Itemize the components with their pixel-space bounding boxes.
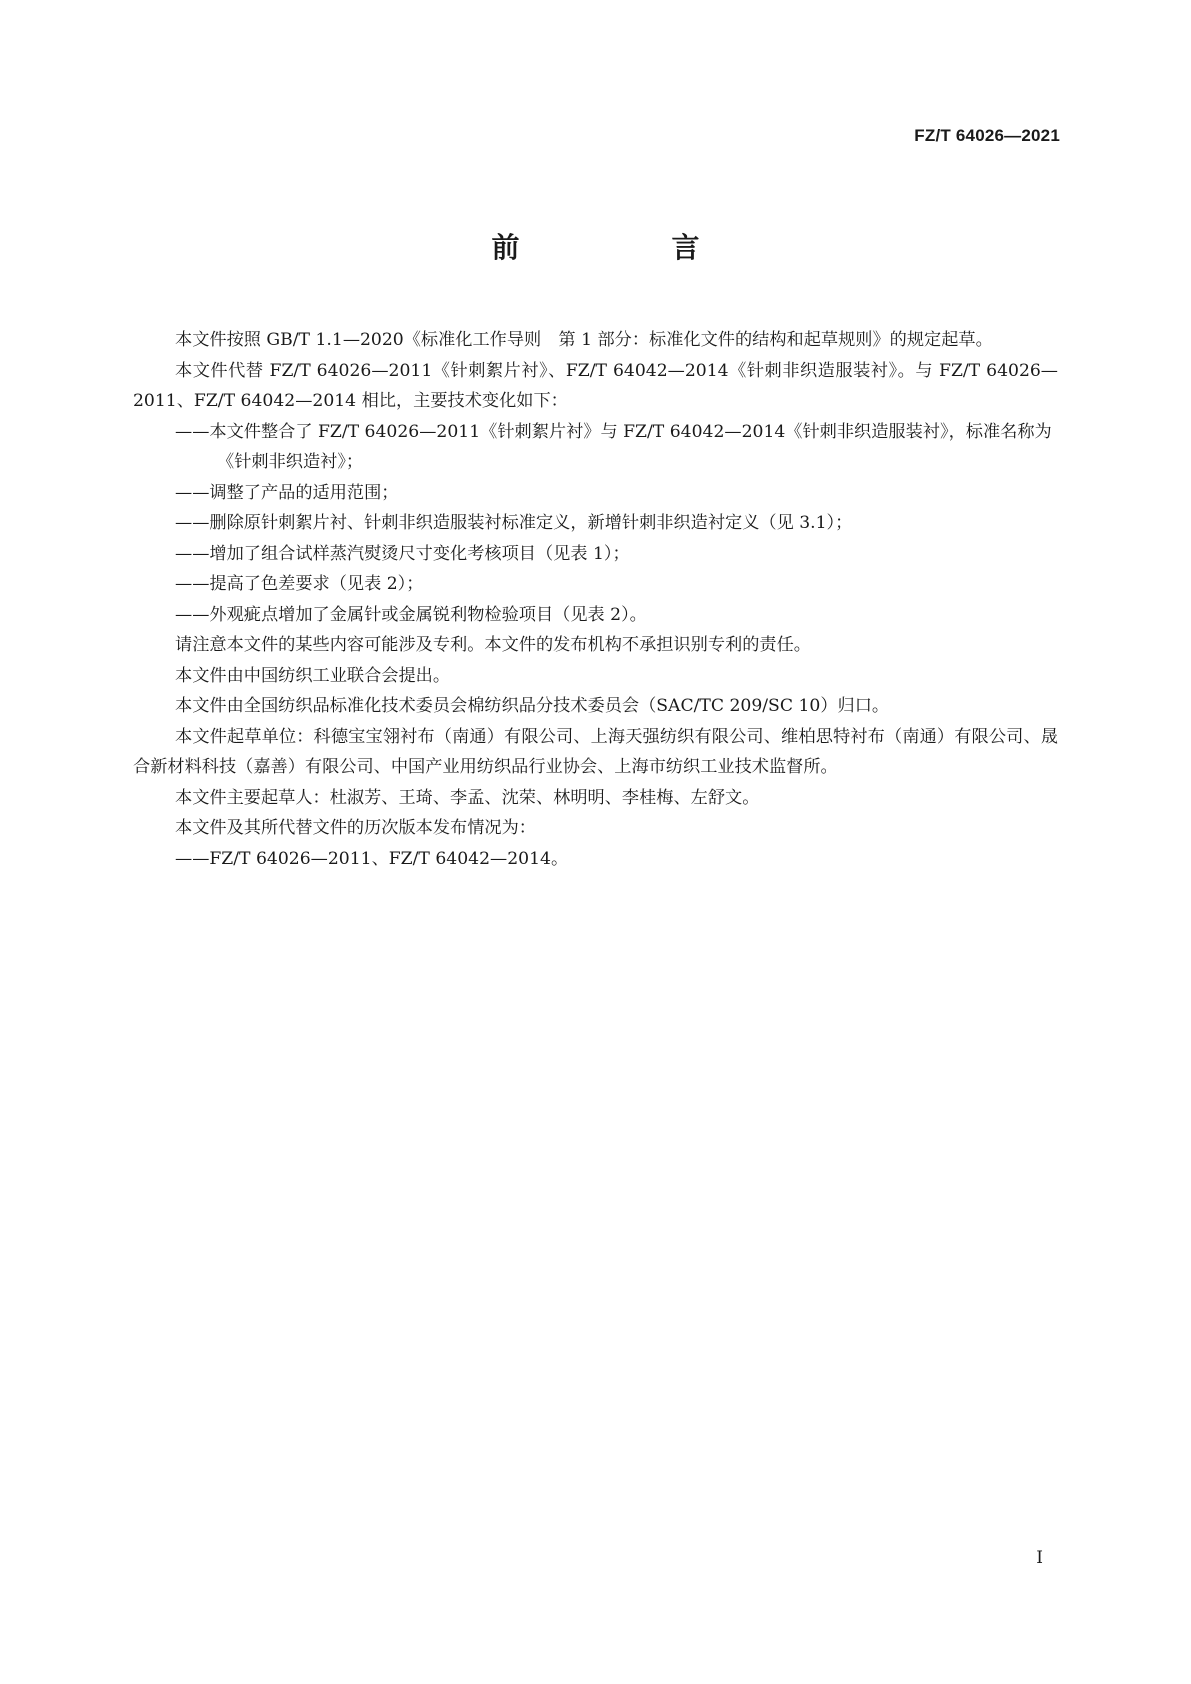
paragraph-drafting-rule: 本文件按照 GB/T 1.1—2020《标准化工作导则 第 1 部分：标准化文件的结构和起草规则》的规定起草。 (175, 330, 993, 350)
paragraph-replacement: 本文件代替 FZ/T 64026—2011《针刺絮片衬》、FZ/T 64042—2014《针刺非织造服装衬》。与 FZ/T 64026—2011、FZ/T 64042—2014 相比，主要技术变化如下： (133, 360, 1058, 411)
foreword-body (133, 325, 1058, 874)
paragraph-history-intro: 本文件及其所代替文件的历次版本发布情况为： (175, 818, 536, 838)
paragraph-committee: 本文件由全国纺织品标准化技术委员会棉纺织品分技术委员会（SAC/TC 209/SC 10）归口。 (175, 696, 890, 716)
paragraph-patent-notice: 请注意本文件的某些内容可能涉及专利。本文件的发布机构不承担识别专利的责任。 (175, 635, 811, 655)
change-item: ——增加了组合试样蒸汽熨烫尺寸变化考核项目（见表 1）； (175, 543, 630, 564)
paragraph-drafting-units: 本文件起草单位：科德宝宝翎衬布（南通）有限公司、上海天强纺织有限公司、维柏思特衬布（南通）有限公司、晟合新材料科技（嘉善）有限公司、中国产业用纺织品行业协会、上海市纺织工业技术监督所。 (133, 726, 1058, 777)
change-item: ——外观疵点增加了金属针或金属锐利物检验项目（见表 2）。 (175, 604, 647, 625)
change-item: ——提高了色差要求（见表 2）； (175, 574, 424, 594)
paragraph-drafters: 本文件主要起草人：杜淑芳、王琦、李孟、沈荣、林明明、李桂梅、左舒文。 (175, 787, 760, 808)
history-item: ——FZ/T 64026—2011、FZ/T 64042—2014。 (175, 848, 569, 869)
page-number: I (1036, 1548, 1043, 1568)
change-item: ——调整了产品的适用范围； (175, 482, 399, 503)
standard-number: FZ/T 64026—2021 (914, 126, 1060, 145)
paragraph-proposer: 本文件由中国纺织工业联合会提出。 (175, 665, 451, 686)
change-item: ——本文件整合了 FZ/T 64026—2011《针刺絮片衬》与 FZ/T 64042—2014《针刺非织造服装衬》，标准名称为《针刺非织造衬》； (175, 421, 1052, 472)
page-title: 前 言 (491, 231, 762, 264)
change-item: ——删除原针刺絮片衬、针刺非织造服装衬标准定义，新增针刺非织造衬定义（见 3.1）； (175, 513, 853, 533)
